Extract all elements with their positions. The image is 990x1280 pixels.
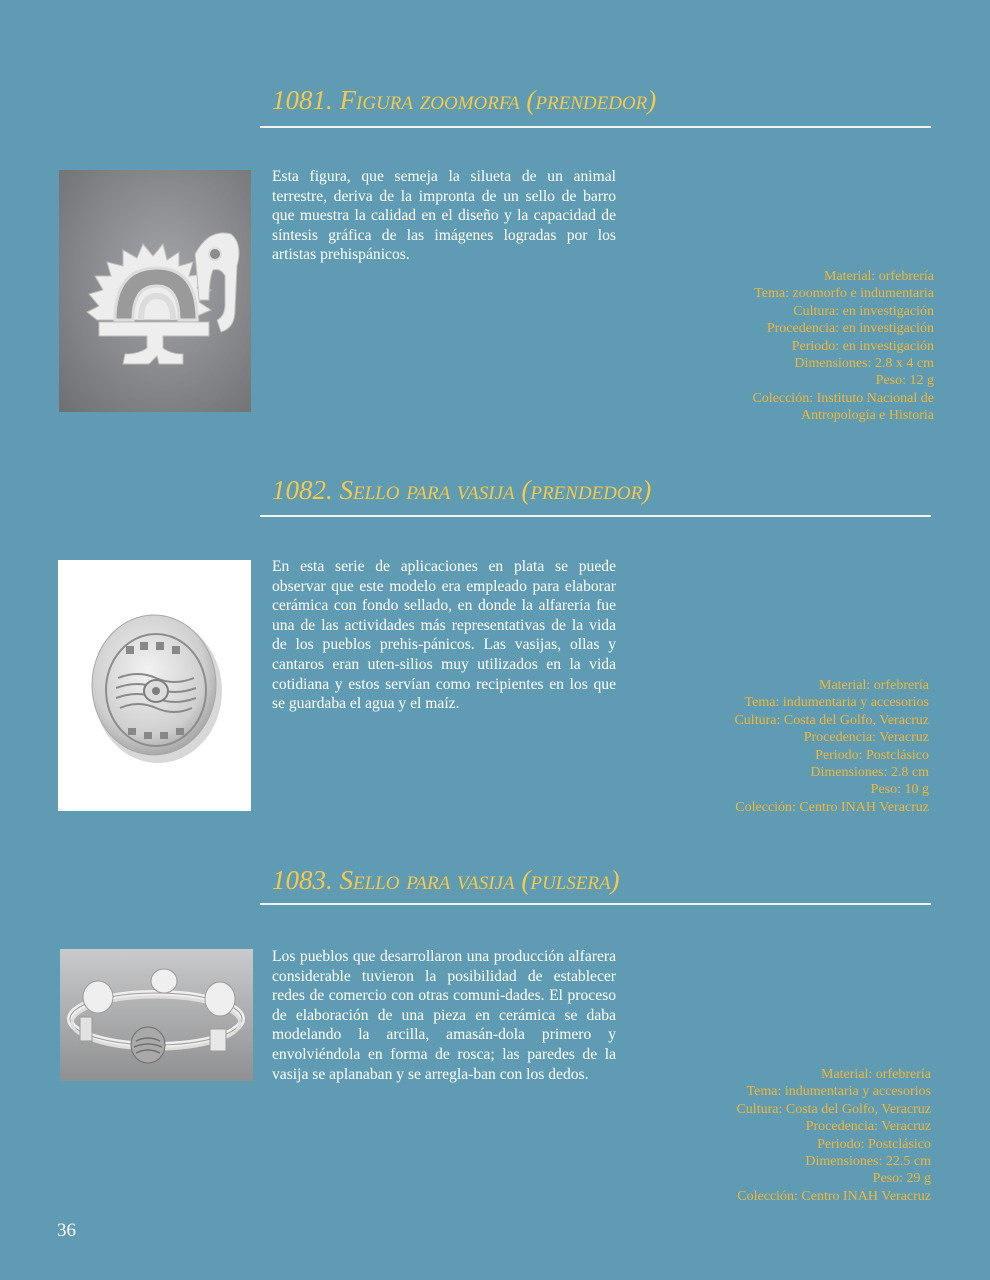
meta-tema: Tema: zoomorfo e indumentaria (754, 286, 934, 302)
entry-title-1083: 1083. Sello para vasija (pulsera) (272, 865, 620, 895)
meta-procedencia: Procedencia: Veracruz (805, 1119, 931, 1135)
meta-peso: Peso: 12 g (875, 373, 934, 389)
meta-cultura: Cultura: Costa del Golfo, Veracruz (734, 712, 929, 728)
entry-metadata-1081 (752, 268, 934, 425)
meta-coleccion: Colección: Instituto Nacional de (752, 390, 934, 406)
meta-tema: Tema: indumentaria y accesorios (744, 695, 929, 711)
entry-title-1081: 1081. Figura zoomorfa (prendedor) (272, 85, 657, 115)
meta-material: Material: orfebrería (821, 1067, 931, 1082)
meta-periodo: Periodo: Postclásico (817, 1136, 931, 1152)
meta-coleccion: Colección: Centro INAH Veracruz (735, 799, 929, 815)
entry-metadata-1083 (736, 1066, 931, 1205)
brooch-stamp-image (58, 560, 251, 811)
title-divider (260, 515, 931, 517)
meta-coleccion-cont: Antropología e Historia (801, 408, 934, 424)
entry-description: Los pueblos que desarrollaron una producción alfarera considerable tuvieron la posibilidad de establecer redes de comercio con otras comuni-dades. El proceso de elaboración de una pieza en cerámica se daba modelando la arcilla, amasán-dola primero y envolviéndola en forma de rosca; las paredes de la vasija se aplanaban y se arregla-ban con los dedos. (272, 948, 616, 1083)
meta-cultura: Cultura: en investigación (793, 303, 934, 319)
meta-periodo: Periodo: en investigación (791, 338, 934, 354)
page-number: 36 (57, 1220, 76, 1241)
entry-metadata-1082 (734, 677, 929, 816)
meta-dimensiones: Dimensiones: 22.5 cm (805, 1154, 931, 1170)
brooch-zoomorphic-image (59, 170, 251, 412)
meta-material: Material: orfebrería (819, 678, 929, 693)
title-divider (260, 126, 931, 128)
meta-procedencia: Procedencia: en investigación (766, 321, 934, 337)
meta-material: Material: orfebrería (824, 269, 934, 284)
meta-peso: Peso: 29 g (872, 1171, 931, 1187)
entry-description: Esta figura, que semeja la silueta de un animal terrestre, deriva de la impronta de un sello de barro que muestra la calidad en el diseño y la capacidad de síntesis gráfica de las imágenes logradas por los artistas prehispánicos. (272, 168, 616, 264)
meta-cultura: Cultura: Costa del Golfo, Veracruz (736, 1101, 931, 1117)
meta-coleccion: Colección: Centro INAH Veracruz (737, 1188, 931, 1204)
bracelet-stamp-image (60, 949, 253, 1081)
entry-title-1082: 1082. Sello para vasija (prendedor) (272, 475, 652, 505)
meta-tema: Tema: indumentaria y accesorios (746, 1084, 931, 1100)
meta-peso: Peso: 10 g (870, 782, 929, 798)
meta-dimensiones: Dimensiones: 2.8 cm (810, 765, 929, 781)
title-divider (260, 903, 931, 905)
meta-dimensiones: Dimensiones: 2.8 x 4 cm (794, 356, 934, 372)
meta-periodo: Periodo: Postclásico (815, 747, 929, 763)
entry-description: En esta serie de aplicaciones en plata se puede observar que este modelo era empleado para elaborar cerámica con fondo sellado, en donde la alfarería fue una de las actividades más representativas de la vida de los pueblos prehis-pánicos. Las vasijas, ollas y cantaros eran uten-silios muy utilizados en la vida cotidiana y estos servían como recipientes en los que se guardaba el agua y el maíz. (272, 558, 616, 713)
meta-procedencia: Procedencia: Veracruz (803, 730, 929, 746)
